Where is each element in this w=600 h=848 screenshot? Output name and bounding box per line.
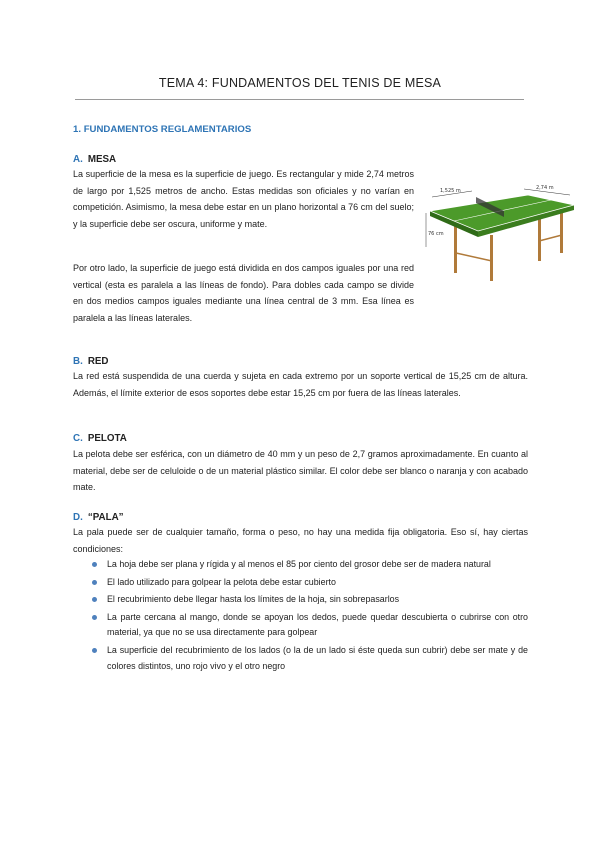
- subsection-letter: C.: [73, 433, 83, 444]
- subsection-heading-pala: [73, 512, 124, 523]
- red-paragraph: La red está suspendida de una cuerda y sujeta en cada extremo por un soporte vertical de 15,25 cm de altura. Además, el límite exterior de esos soportes debe estar 15,25 cm por fuera de las líneas laterales.: [73, 371, 528, 398]
- bullet-icon: [92, 648, 97, 653]
- list-item: [92, 610, 528, 641]
- subsection-letter: A.: [73, 154, 83, 165]
- list-item-text: El lado utilizado para golpear la pelota debe estar cubierto: [107, 576, 336, 587]
- subsection-heading-mesa: [73, 154, 116, 165]
- subsection-letter: D.: [73, 512, 83, 523]
- subsection-title: PELOTA: [87, 433, 127, 444]
- section-number: 1.: [73, 124, 82, 135]
- length-label: 2,74 m: [536, 185, 554, 191]
- list-item: [92, 575, 528, 591]
- list-item-text: La hoja debe ser plana y rígida y al menos el 85 por ciento del grosor debe ser de madera natural: [107, 559, 491, 569]
- section-label: FUNDAMENTOS REGLAMENTARIOS: [83, 124, 252, 135]
- list-item-text: La superficie del recubrimiento de los lados (o la de un lado si éste queda sun cubrir) debe ser mate y de colores distintos, uno rojo vivo y el otro negro: [107, 644, 528, 671]
- subsection-heading-red: [73, 356, 109, 367]
- mesa-paragraph-2: Por otro lado, la superficie de juego está dividida en dos campos iguales por una red vertical (esta es paralela a las líneas de fondo). Para dobles cada campo se divide en dos medios campos iguales mediante una línea central de 3 mm. Esa línea es paralela a las líneas laterales.: [73, 263, 414, 323]
- list-item-text: La parte cercana al mango, donde se apoyan los dedos, puede quedar descubierta o cubrirse con otro material, ya que no se usa directamente para golpear: [107, 611, 528, 638]
- subsection-title: MESA: [87, 154, 117, 165]
- height-label: 76 cm: [428, 231, 444, 237]
- bullet-icon: [92, 580, 97, 585]
- bullet-icon: [92, 562, 97, 567]
- list-item: [92, 643, 528, 674]
- page-title: TEMA 4: FUNDAMENTOS DEL TENIS DE MESA: [158, 76, 442, 90]
- title-divider: [75, 99, 524, 100]
- ping-pong-table-image: [420, 183, 580, 283]
- list-item-text: El recubrimiento debe llegar hasta los límites de la hoja, sin sobrepasarlos: [107, 594, 400, 605]
- bullet-icon: [92, 615, 97, 620]
- list-item: [92, 557, 528, 573]
- mesa-paragraph-1: La superficie de la mesa es la superficie de juego. Es rectangular y mide 2,74 metros de largo por 1,525 metros de ancho. Estas medidas son oficiales y no varían en competición. Asimismo, la mesa debe estar en un plano horizontal a 76 cm del suelo; y la superficie debe ser oscura, uniforme y mate.: [73, 169, 414, 229]
- list-item: [92, 592, 528, 608]
- subsection-letter: B.: [73, 356, 83, 367]
- pala-paragraph: La pala puede ser de cualquier tamaño, forma o peso, no hay una medida fija obligatoria. Eso sí, hay ciertas condiciones:: [73, 527, 528, 554]
- section-heading: [73, 124, 251, 135]
- width-label: 1,525 m: [440, 188, 461, 194]
- bullet-icon: [92, 597, 97, 602]
- pala-conditions-list: [92, 557, 528, 676]
- subsection-title: RED: [87, 356, 109, 367]
- subsection-title: “PALA”: [87, 512, 124, 523]
- pelota-paragraph: La pelota debe ser esférica, con un diámetro de 40 mm y un peso de 2,7 gramos aproximadamente. En cuanto al material, debe ser de celuloide o de un material plástico similar. El color debe ser blanco o naranja y con acabado mate.: [73, 449, 528, 492]
- subsection-heading-pelota: [73, 433, 127, 444]
